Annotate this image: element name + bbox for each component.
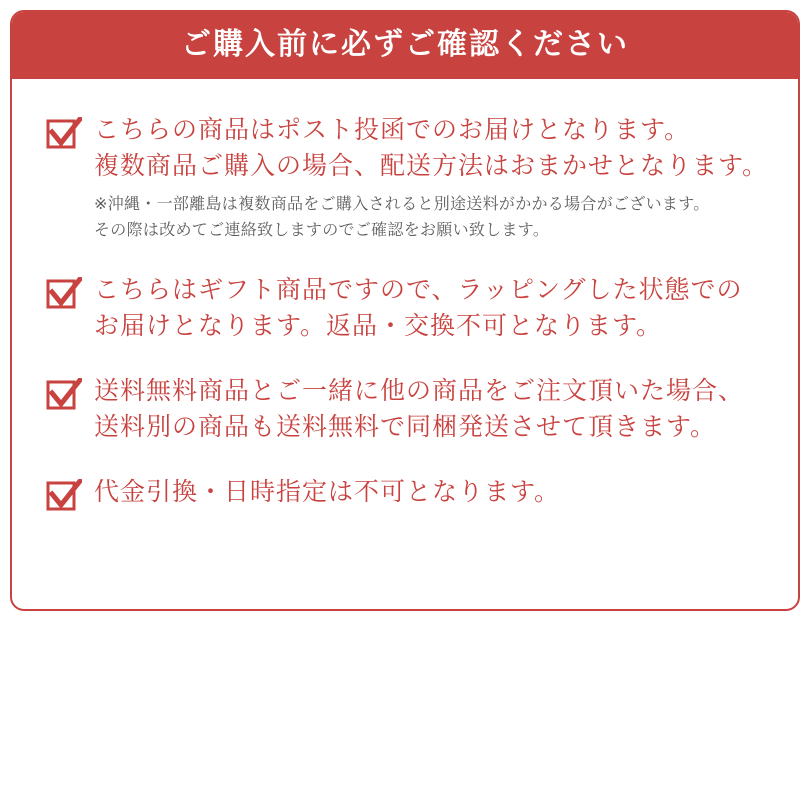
list-item-text (94, 374, 768, 445)
notice-main-line: こちらの商品はポスト投函でのお届けとなります。 (94, 116, 691, 144)
notice-sub-line: その際は改めてご連絡致しますのでご確認をお願い致します。 (94, 221, 550, 239)
notice-main-line: 複数商品ご購入の場合、配送方法はおまかせとなります。 (94, 151, 769, 180)
notice-body (12, 79, 798, 609)
list-item (46, 273, 768, 344)
list-item (46, 475, 768, 513)
notice-main-line: 代金引換・日時指定は不可となります。 (94, 478, 561, 507)
check-mark-icon (46, 479, 82, 513)
notice-main-line: こちらはギフト商品ですので、ラッピングした状態での (94, 276, 743, 305)
notice-main-line: 送料別の商品も送料無料で同梱発送させて頂きます。 (94, 412, 717, 441)
list-item-text (94, 113, 768, 243)
check-mark-icon (46, 117, 82, 151)
list-item-text (94, 273, 768, 344)
notice-main-line: 送料無料商品とご一緒に他の商品をご注文頂いた場合、 (94, 377, 745, 406)
notice-header-title: ご購入前に必ずご確認ください (12, 12, 798, 79)
notice-sub-line: ※沖縄・一部離島は複数商品をご購入されると別途送料がかかる場合がございます。 (94, 196, 710, 213)
check-mark-icon (46, 378, 82, 412)
notice-main-line: お届けとなります。返品・交換不可となります。 (94, 311, 663, 340)
list-item-text (94, 475, 768, 511)
check-mark-icon (46, 277, 82, 311)
purchase-notice-card (10, 10, 800, 611)
list-item (46, 113, 768, 243)
list-item (46, 374, 768, 445)
